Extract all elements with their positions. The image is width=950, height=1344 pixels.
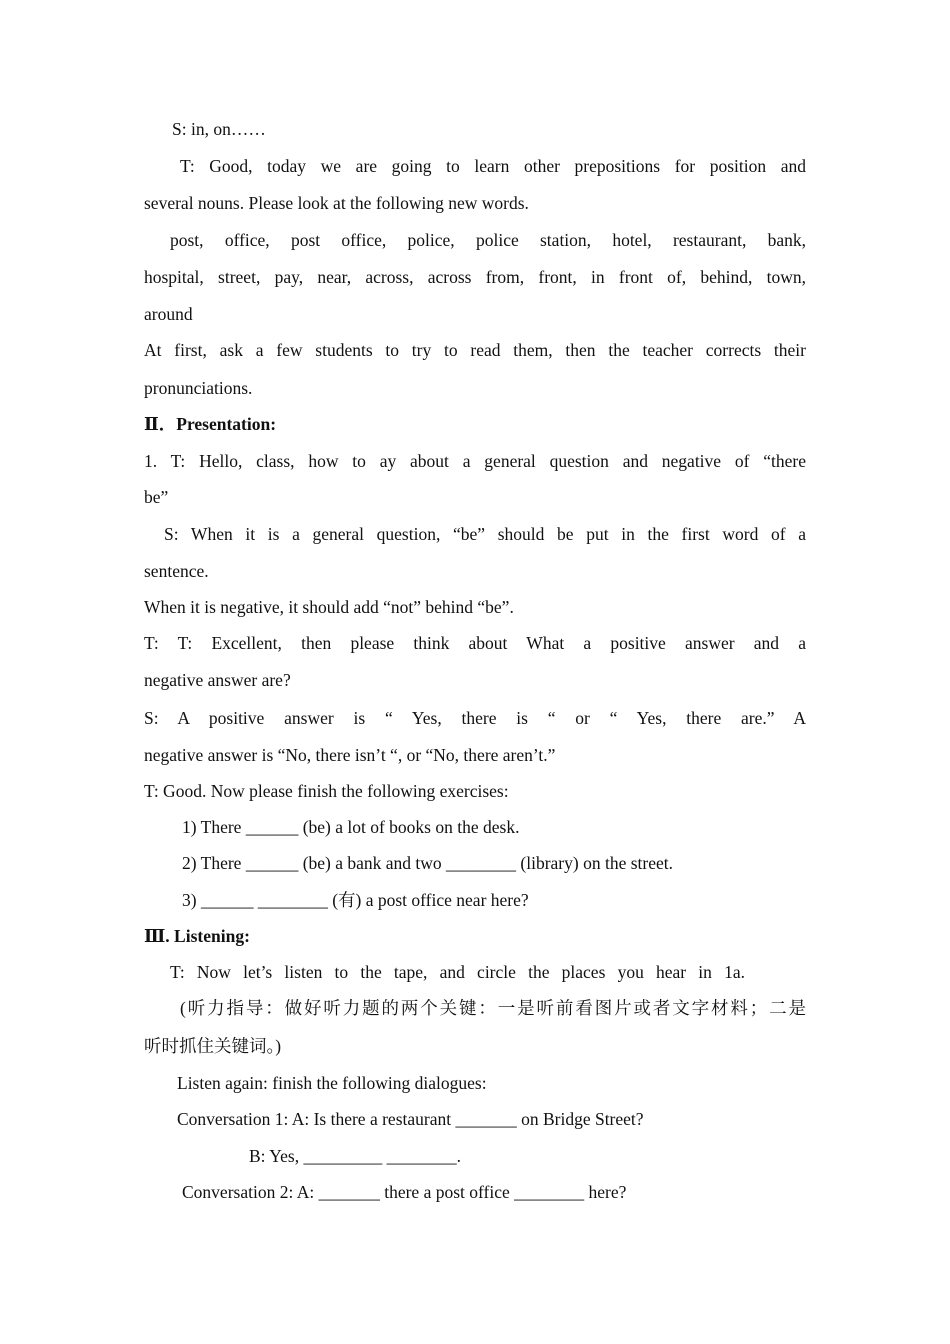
answer-line-2: negative answer is “No, there isn’t “, or “No, there aren’t.”: [144, 745, 556, 765]
listening-instruction-line: T: Now let’s listen to the tape, and circle the places you hear in 1a.: [170, 962, 745, 982]
teacher-prompt-line-2: negative answer are?: [144, 670, 291, 690]
section-heading-listening: Ⅲ. Listening:: [144, 926, 250, 946]
instruction-line-2: pronunciations.: [144, 378, 253, 398]
exercise-intro-line: T: Good. Now please finish the following exercises:: [144, 781, 509, 801]
vocab-line-2: hospital, street, pay, near, across, across from, front, in front of, behind, town,: [144, 267, 806, 287]
instruction-line: At first, ask a few students to try to read them, then the teacher corrects their: [144, 340, 806, 360]
conversation-1-question: Conversation 1: A: Is there a restaurant _______ on Bridge Street?: [177, 1109, 644, 1129]
exercise-item-1: 1) There ______ (be) a lot of books on the desk.: [182, 817, 520, 837]
teacher-prompt-line: T: T: Excellent, then please think about What a positive answer and a: [144, 633, 806, 653]
presentation-question-line-2: be”: [144, 487, 169, 507]
student-reply-line: S: When it is a general question, “be” should be put in the first word of a: [164, 524, 806, 544]
teacher-intro-line-2: several nouns. Please look at the following new words.: [144, 193, 529, 213]
listening-tip-line-2: 听时抓住关键词。): [144, 1036, 282, 1056]
exercise-item-2: 2) There ______ (be) a bank and two ________ (library) on the street.: [182, 853, 673, 873]
section-heading-presentation: Ⅱ．Presentation:: [144, 414, 277, 434]
exercise-item-3: 3) ______ ________ (有) a post office near here?: [182, 890, 529, 910]
listening-tip-line: (听力指导：做好听力题的两个关键：一是听前看图片或者文字材料；二是: [180, 998, 806, 1018]
vocab-line-3: around: [144, 304, 193, 324]
conversation-1-answer: B: Yes, _________ ________.: [249, 1146, 461, 1166]
student-reply-line-2: sentence.: [144, 561, 209, 581]
teacher-intro-line: T: Good, today we are going to learn other prepositions for position and: [180, 156, 806, 176]
vocab-line-1: post, office, post office, police, police station, hotel, restaurant, bank,: [170, 230, 806, 250]
student-answer-line: S: in, on……: [172, 119, 266, 139]
presentation-question-line: 1. T: Hello, class, how to ay about a general question and negative of “there: [144, 451, 806, 471]
answer-line: S: A positive answer is “ Yes, there is “ or “ Yes, there are.” A: [144, 708, 806, 728]
listen-again-line: Listen again: finish the following dialogues:: [177, 1073, 487, 1093]
negative-rule-line: When it is negative, it should add “not” behind “be”.: [144, 597, 514, 617]
conversation-2-question: Conversation 2: A: _______ there a post office ________ here?: [182, 1182, 627, 1202]
